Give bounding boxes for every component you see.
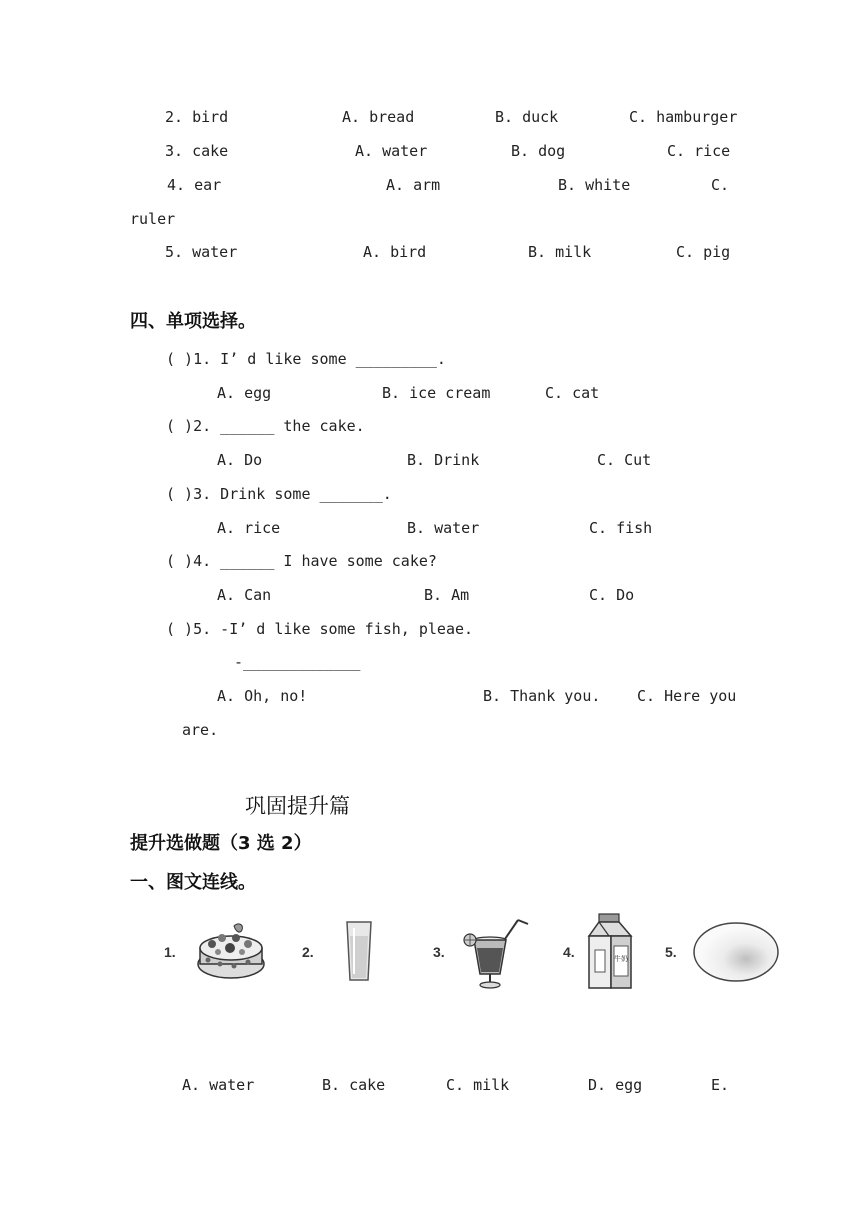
question-stem: ( )1. I’ d like some _________. [166, 350, 446, 368]
matching-option-a: A. arm [386, 176, 441, 194]
matching-option-b: B. duck [495, 108, 559, 126]
question-stem: ( )4. ______ I have some cake? [166, 552, 437, 570]
matching-option-b: B. dog [511, 142, 566, 160]
choice-b: B. Am [424, 586, 470, 604]
picture-option: D. egg [588, 1076, 643, 1094]
picture-number: 3. [433, 944, 445, 960]
matching-item: 2. bird [165, 108, 229, 126]
answer-line: -_____________ [234, 653, 361, 671]
choice-b: B. water [407, 519, 480, 537]
choice-b: B. Thank you. [483, 687, 601, 705]
section-heading-picture-matching: 一、图文连线。 [130, 872, 256, 893]
matching-option-c: C. [711, 176, 730, 194]
section-heading-multiple-choice: 四、单项选择。 [130, 311, 256, 332]
choice-a: A. rice [217, 519, 281, 537]
matching-option-c: C. hamburger [629, 108, 738, 126]
subtitle: 提升选做题（3 选 2） [130, 833, 312, 854]
picture-number: 4. [563, 944, 575, 960]
matching-option-b: B. milk [528, 243, 592, 261]
choice-c: C. fish [589, 519, 653, 537]
picture-option: C. milk [446, 1076, 510, 1094]
choice-c: C. Cut [597, 451, 652, 469]
choice-a: A. egg [217, 384, 272, 402]
choice-c: C. cat [545, 384, 600, 402]
matching-item: 4. ear [167, 176, 222, 194]
choice-c-wrap: are. [182, 721, 219, 739]
choice-c: C. Do [589, 586, 635, 604]
glass-of-water-icon [344, 918, 374, 984]
picture-number: 2. [302, 944, 314, 960]
milk-carton-label: 牛奶 [614, 955, 628, 963]
matching-option-b: B. white [558, 176, 631, 194]
choice-a: A. Can [217, 586, 272, 604]
choice-a: A. Oh, no! [217, 687, 308, 705]
matching-option-a: A. bread [342, 108, 415, 126]
matching-option-c-wrap: ruler [130, 210, 176, 228]
question-stem: ( )3. Drink some _______. [166, 485, 392, 503]
choice-a: A. Do [217, 451, 263, 469]
egg-icon [691, 920, 781, 984]
picture-option: B. cake [322, 1076, 386, 1094]
matching-option-c: C. rice [667, 142, 731, 160]
question-stem: ( )2. ______ the cake. [166, 417, 365, 435]
matching-option-a: A. bird [363, 243, 427, 261]
picture-number: 1. [164, 944, 176, 960]
picture-number: 5. [665, 944, 677, 960]
cake-icon [194, 920, 268, 984]
choice-b: B. Drink [407, 451, 480, 469]
part-title: 巩固提升篇 [245, 794, 350, 818]
choice-c: C. Here you [637, 687, 737, 705]
matching-option-c: C. pig [676, 243, 731, 261]
picture-option: A. water [182, 1076, 255, 1094]
matching-option-a: A. water [355, 142, 428, 160]
choice-b: B. ice cream [382, 384, 491, 402]
milk-carton-icon [585, 912, 635, 992]
juice-icon [462, 914, 532, 990]
question-stem: ( )5. -I’ d like some fish, pleae. [166, 620, 474, 638]
matching-item: 3. cake [165, 142, 229, 160]
picture-option: E. [711, 1076, 730, 1094]
matching-item: 5. water [165, 243, 238, 261]
